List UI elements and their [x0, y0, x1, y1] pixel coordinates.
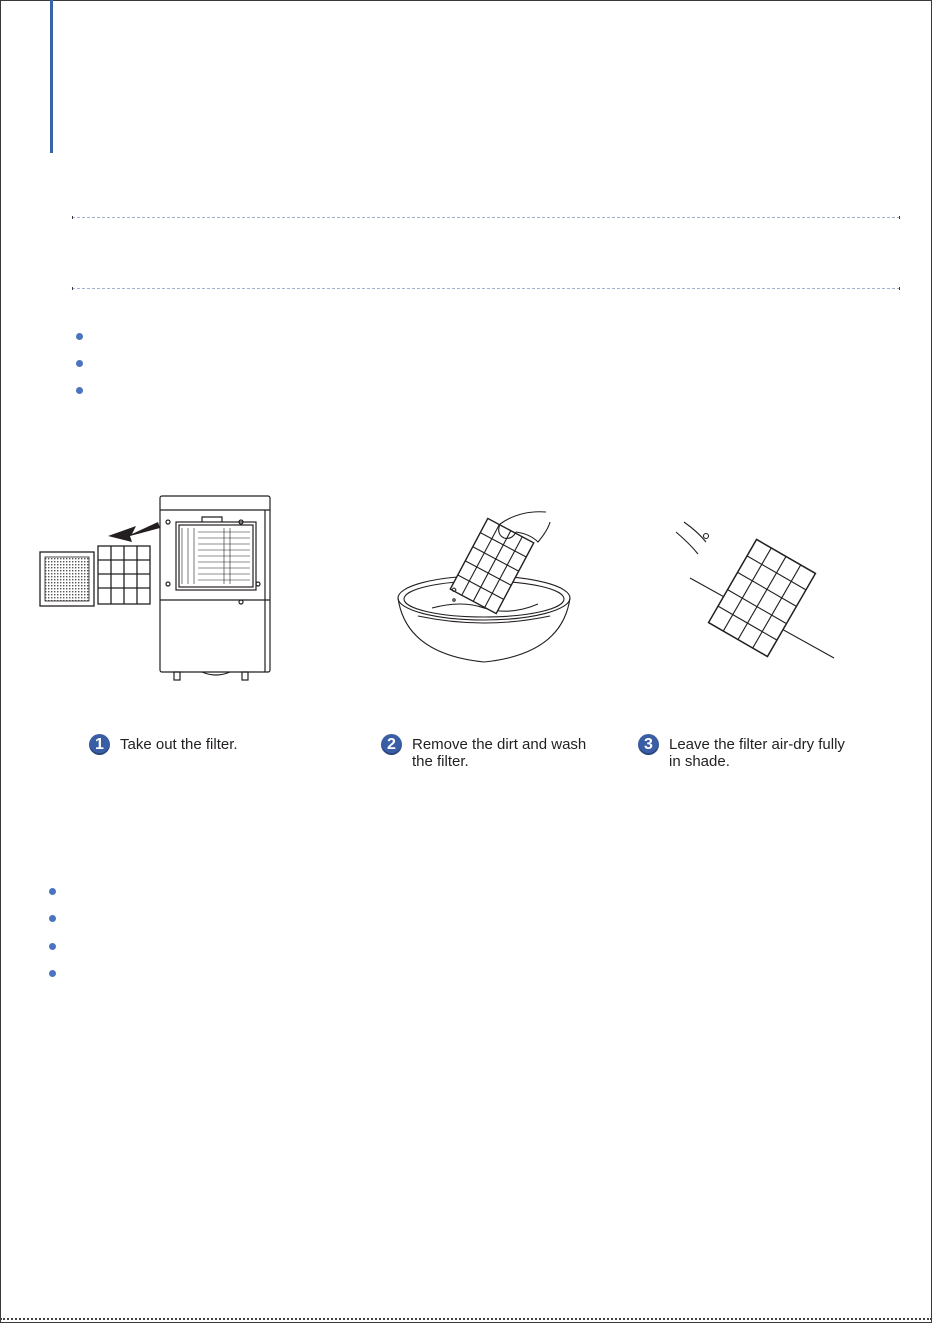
dehumidifier-filter-removal-illustration	[36, 492, 282, 682]
bullet-marker	[76, 333, 83, 340]
step-number-badge: 1	[89, 734, 110, 755]
step-3	[638, 734, 868, 770]
step-2	[381, 734, 611, 770]
step-1	[89, 734, 319, 755]
filter-air-drying-illustration	[672, 512, 842, 662]
bullet-marker	[49, 915, 56, 922]
dashed-divider-top	[72, 217, 900, 218]
dashed-divider-bottom	[72, 288, 900, 289]
bullet-marker	[76, 387, 83, 394]
step-number-badge: 2	[381, 734, 402, 755]
bullet-marker	[49, 943, 56, 950]
bullet-marker	[49, 970, 56, 977]
bullet-marker	[49, 888, 56, 895]
header-accent-bar	[50, 0, 53, 153]
step-number-badge: 3	[638, 734, 659, 755]
step-2-text: Remove the dirt and wash the filter.	[412, 736, 587, 770]
washing-filter-in-basin-illustration	[392, 504, 576, 668]
step-3-text: Leave the filter air-dry fully in shade.	[669, 736, 845, 770]
step-1-text: Take out the filter.	[120, 736, 238, 753]
bullet-marker	[76, 360, 83, 367]
bottom-dotted-rule	[0, 1318, 932, 1320]
